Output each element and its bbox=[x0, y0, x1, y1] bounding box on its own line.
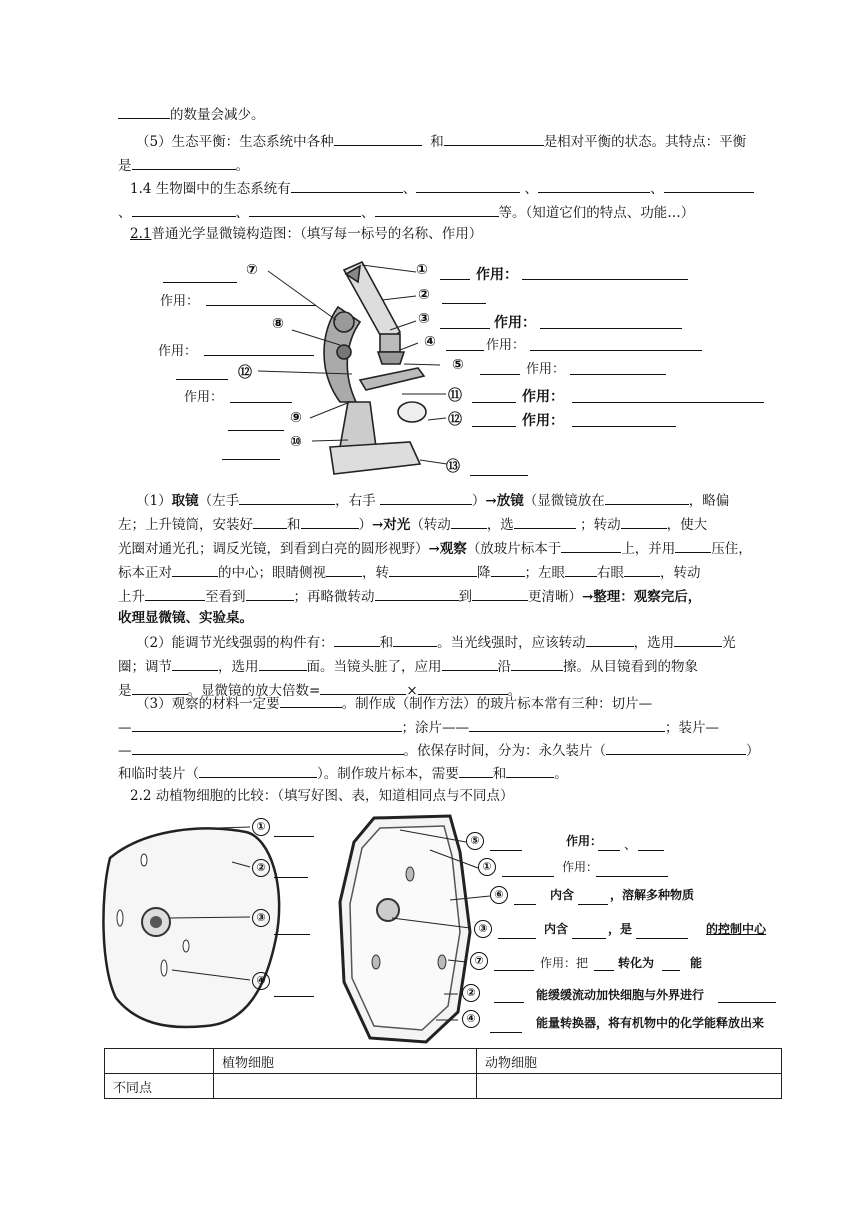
animal-label-2: ② bbox=[252, 859, 270, 877]
text: 收理显微镜、实验桌。 bbox=[118, 610, 253, 626]
plant-label-7: ⑦ bbox=[470, 952, 488, 970]
plant-label-1: ① bbox=[478, 858, 496, 876]
table-header: 动物细胞 bbox=[477, 1049, 782, 1074]
label-text: 作用： bbox=[476, 267, 518, 283]
label-text: 作用： bbox=[522, 413, 564, 429]
label-10: ⑩ bbox=[290, 434, 302, 450]
text: 和 bbox=[430, 134, 444, 150]
comparison-table bbox=[104, 1048, 782, 1099]
section-title: 2.2 动植物细胞的比较：（填写好图、表，知道相同点与不同点） bbox=[130, 788, 514, 804]
label-text: 内含 bbox=[550, 888, 575, 902]
text: 的数量会减少。 bbox=[170, 107, 265, 123]
text: （5）生态平衡：生态系统中各种 bbox=[136, 134, 334, 150]
text: 标本正对 bbox=[118, 565, 172, 581]
label-text: 能 bbox=[690, 956, 703, 970]
label-8: ⑧ bbox=[272, 316, 284, 332]
text: 。制作成（制作方法）的玻片标本常有三种：切片— bbox=[341, 696, 653, 712]
label-5: ⑤ bbox=[452, 357, 464, 373]
label-3: ③ bbox=[418, 311, 430, 327]
label-text: 作用： bbox=[184, 390, 224, 405]
text: ，选用 bbox=[633, 635, 675, 651]
text: ，转 bbox=[362, 565, 389, 581]
label-text: 作用：把 bbox=[540, 956, 589, 970]
text: ；再略微转动 bbox=[293, 589, 375, 605]
text: 降 bbox=[477, 565, 491, 581]
text: 是 bbox=[118, 683, 132, 699]
text: 至看到 bbox=[205, 589, 246, 605]
text: 光圈对通光孔；调反光镜，到看到白亮的圆形视野） bbox=[118, 541, 429, 557]
text: （转动 bbox=[410, 517, 451, 533]
label-text: 作用： bbox=[562, 860, 599, 874]
label-text: 内含 bbox=[544, 922, 569, 936]
text: 压住， bbox=[711, 541, 752, 557]
text: 等。（知道它们的特点、功能…） bbox=[498, 205, 695, 221]
text: ） bbox=[471, 493, 486, 509]
text: ，右手 bbox=[335, 493, 376, 509]
plant-label-3: ③ bbox=[474, 920, 492, 938]
animal-label-3: ③ bbox=[252, 909, 270, 927]
text: 和 bbox=[492, 766, 507, 782]
label-text: 作用： bbox=[566, 834, 603, 848]
label-9: ⑨ bbox=[290, 410, 302, 426]
table-header bbox=[105, 1049, 214, 1074]
text: × bbox=[406, 683, 418, 699]
text: 上，并用 bbox=[621, 541, 676, 557]
plant-label-6: ⑥ bbox=[490, 886, 508, 904]
text: ，转动 bbox=[660, 565, 701, 581]
label-4: ④ bbox=[424, 334, 436, 350]
text: （左手 bbox=[198, 493, 240, 509]
label-text: 能量转换器，将有机物中的化学能释放出来 bbox=[536, 1016, 765, 1030]
label-text: 、 bbox=[624, 838, 638, 853]
table-row bbox=[105, 1074, 782, 1099]
text: 。依保存时间，分为：永久装片（ bbox=[403, 743, 606, 759]
text: ，选用 bbox=[218, 659, 259, 675]
label-text: 作用： bbox=[486, 338, 526, 353]
text: 和 bbox=[287, 517, 301, 533]
label-text: 的控制中心 bbox=[706, 922, 767, 936]
text: 。 bbox=[235, 158, 249, 174]
label-1: ① bbox=[416, 262, 428, 278]
text: 取镜 bbox=[171, 493, 199, 509]
text: 面。当镜头脏了，应用 bbox=[306, 659, 442, 675]
text: 到 bbox=[458, 589, 472, 605]
text: 擦。从目镜看到的物象 bbox=[563, 659, 698, 675]
text: 。 bbox=[507, 683, 522, 699]
label-text: 作用： bbox=[158, 344, 198, 359]
label-text: ，是 bbox=[608, 922, 633, 936]
text: 的中心；眼睛侧视 bbox=[218, 565, 326, 581]
plant-label-5: ⑤ bbox=[466, 832, 484, 850]
label-2: ② bbox=[418, 287, 430, 303]
label-13: ⑬ bbox=[446, 459, 460, 475]
label-12: ⑫ bbox=[448, 412, 462, 428]
table-header: 植物细胞 bbox=[214, 1049, 477, 1074]
label-text: 作用： bbox=[522, 389, 564, 405]
table-header-row bbox=[105, 1049, 782, 1074]
text: ，略偏 bbox=[688, 493, 730, 509]
text: 是 bbox=[118, 158, 132, 174]
label-text: ，溶解多种物质 bbox=[610, 888, 695, 902]
table-cell: 不同点 bbox=[105, 1074, 214, 1099]
text: 。 bbox=[554, 766, 568, 782]
label-text: 转化为 bbox=[618, 956, 655, 970]
text: ；装片— bbox=[665, 720, 719, 736]
text: ；转动 bbox=[580, 517, 621, 533]
text: →放镜 bbox=[485, 493, 524, 509]
text: ） bbox=[358, 517, 372, 533]
label-text: 作用： bbox=[494, 315, 536, 331]
text: 。显微镜的放大倍数= bbox=[187, 683, 321, 699]
text: →观察 bbox=[428, 541, 467, 557]
text: （2）能调节光线强弱的构件有： bbox=[136, 635, 334, 651]
text: 是相对平衡的状态。其特点：平衡 bbox=[543, 134, 747, 150]
text: — bbox=[118, 743, 132, 759]
text: （1） bbox=[136, 493, 172, 509]
text: （显微镜放在 bbox=[523, 493, 605, 509]
label-text: 能缓缓流动加快细胞与外界进行 bbox=[536, 988, 705, 1002]
text: 和 bbox=[379, 635, 394, 651]
animal-label-1: ① bbox=[252, 818, 270, 836]
label-12-left: ⑫ bbox=[238, 365, 252, 381]
animal-label-4: ④ bbox=[252, 972, 270, 990]
text: 更清晰） bbox=[528, 589, 582, 605]
text: 左；上升镜筒，安装好 bbox=[118, 517, 253, 533]
text: ；涂片—— bbox=[401, 720, 469, 736]
text: 光 bbox=[722, 635, 736, 651]
text: 右眼 bbox=[597, 565, 624, 581]
text: 1.4 生物圈中的生态系统有 bbox=[130, 181, 291, 197]
text: （3）观察的材料一定要 bbox=[136, 696, 280, 712]
text: — bbox=[118, 720, 132, 736]
label-11: ⑪ bbox=[448, 388, 462, 404]
label-text: 作用： bbox=[526, 362, 566, 377]
text: 上升 bbox=[118, 589, 145, 605]
text: 和临时装片（ bbox=[118, 766, 199, 782]
table-cell[interactable] bbox=[214, 1074, 477, 1099]
text: →整理：观察完后， bbox=[582, 589, 702, 605]
text: 沿 bbox=[497, 659, 511, 675]
section-number: 2.1 bbox=[130, 226, 152, 242]
plant-label-4: ④ bbox=[462, 1010, 480, 1028]
text: ，选 bbox=[486, 517, 514, 533]
table-cell[interactable] bbox=[477, 1074, 782, 1099]
text: ，使大 bbox=[666, 517, 708, 533]
section-title: 普通光学显微镜构造图：（填写每一标号的名称、作用） bbox=[151, 226, 483, 242]
text: ） bbox=[746, 743, 760, 759]
text: （放玻片标本于 bbox=[466, 541, 562, 557]
text: →对光 bbox=[372, 517, 411, 533]
label-7: ⑦ bbox=[246, 262, 258, 278]
text: ）。制作玻片标本，需要 bbox=[317, 766, 459, 782]
plant-label-2: ② bbox=[462, 984, 480, 1002]
text: ；左眼 bbox=[524, 565, 565, 581]
text: 圈；调节 bbox=[118, 659, 172, 675]
text: 。当光线强时，应该转动 bbox=[437, 635, 586, 651]
label-text: 作用： bbox=[160, 294, 200, 309]
